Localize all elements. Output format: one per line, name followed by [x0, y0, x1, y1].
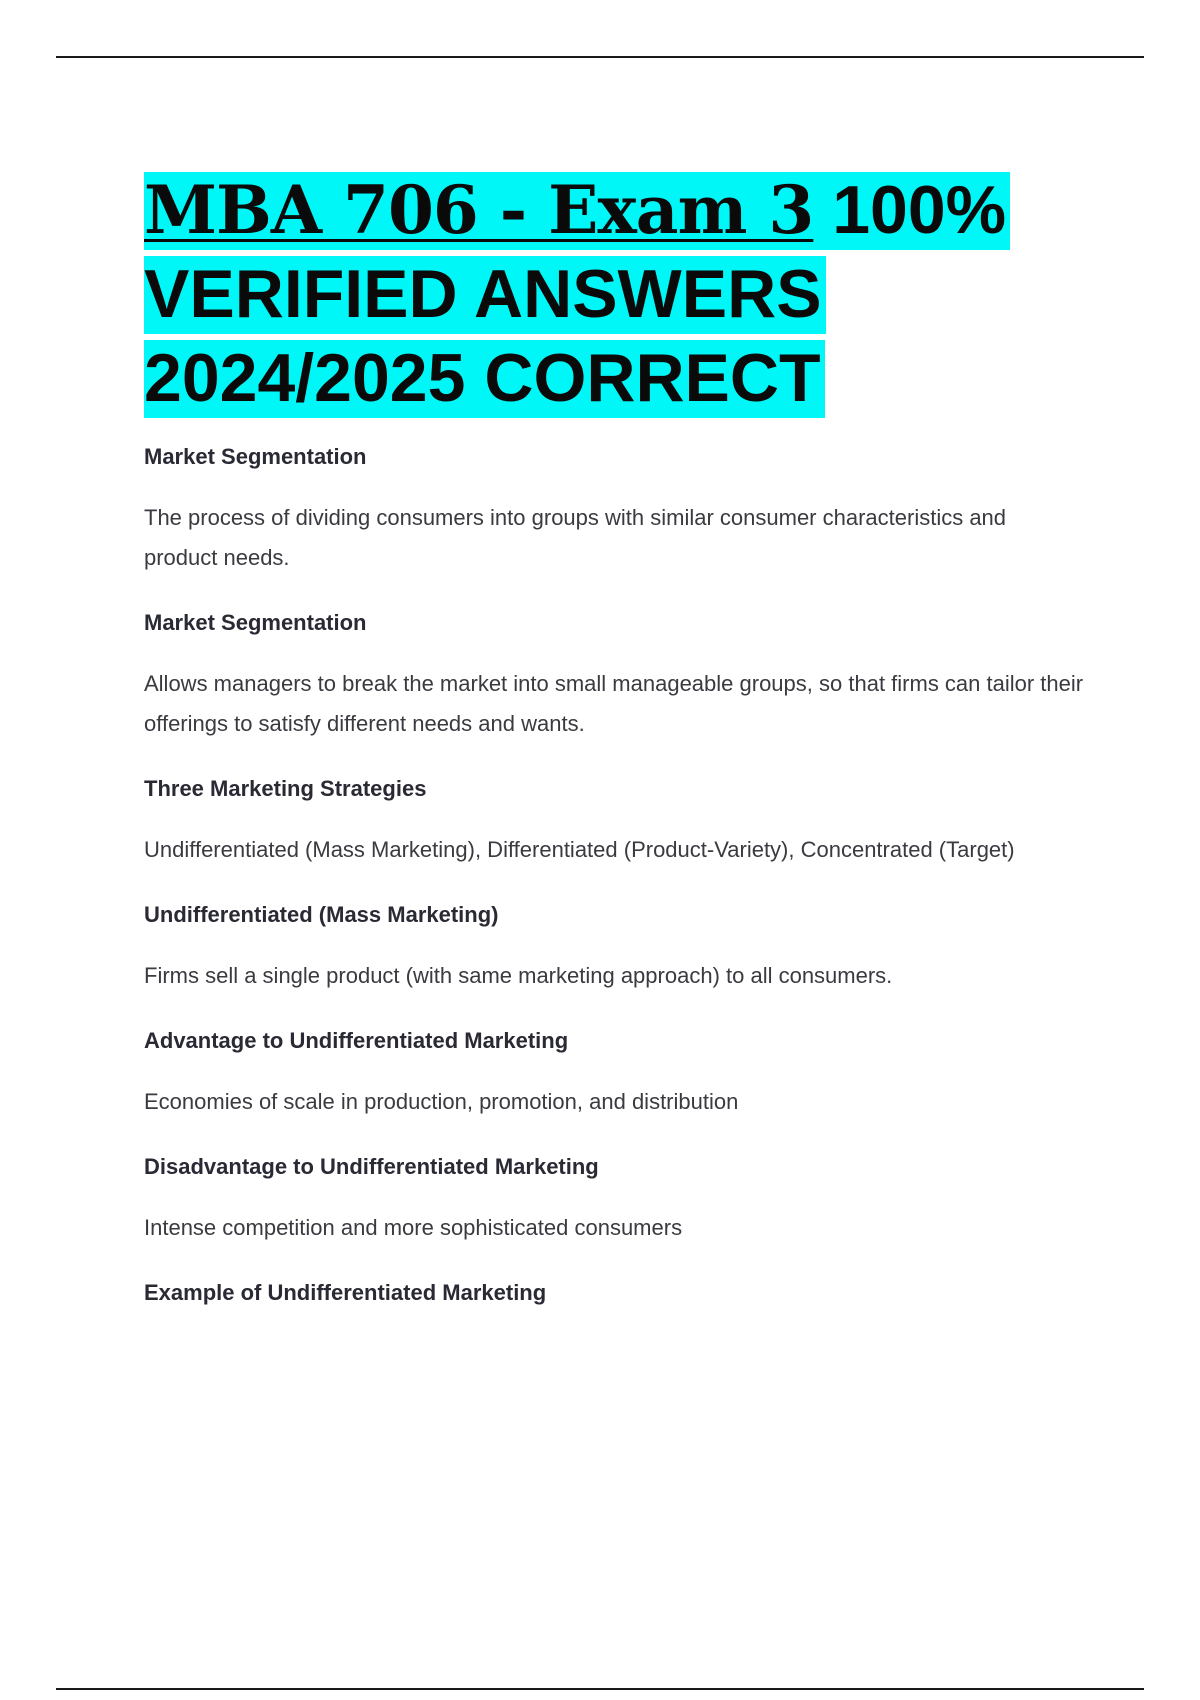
- entry-definition: Allows managers to break the market into small manageable groups, so that firms can tailor their offerings to satisfy different needs and wants.: [144, 671, 1084, 736]
- entry-term: Undifferentiated (Mass Marketing): [144, 902, 499, 927]
- bottom-divider: [56, 1688, 1144, 1690]
- top-divider: [56, 56, 1144, 58]
- title-rest: 100% VERIFIED ANSWERS 2024/2025 CORRECT: [144, 172, 1007, 416]
- entry-term: Disadvantage to Undifferentiated Marketing: [144, 1154, 599, 1179]
- entry-definition: Firms sell a single product (with same marketing approach) to all consumers.: [144, 963, 893, 988]
- title-course: MBA 706 - Exam 3: [144, 171, 814, 249]
- entry-definition: Intense competition and more sophisticated consumers: [144, 1215, 683, 1240]
- entry-term: Market Segmentation: [144, 444, 367, 469]
- entry-term: Example of Undifferentiated Marketing: [144, 1280, 547, 1305]
- entry-term: Market Segmentation: [144, 610, 367, 635]
- entry-definition: The process of dividing consumers into groups with similar consumer characteristics and product needs.: [144, 505, 1007, 570]
- document-body: [144, 168, 1084, 1306]
- entry-definition: Undifferentiated (Mass Marketing), Differentiated (Product-Variety), Concentrated (Target): [144, 837, 1015, 862]
- entry-list: [144, 444, 1084, 1306]
- document-title: [144, 168, 1084, 420]
- entry-term: Three Marketing Strategies: [144, 776, 427, 801]
- entry-definition: Economies of scale in production, promotion, and distribution: [144, 1089, 739, 1114]
- entry-term: Advantage to Undifferentiated Marketing: [144, 1028, 569, 1053]
- title-highlight: [144, 172, 1010, 418]
